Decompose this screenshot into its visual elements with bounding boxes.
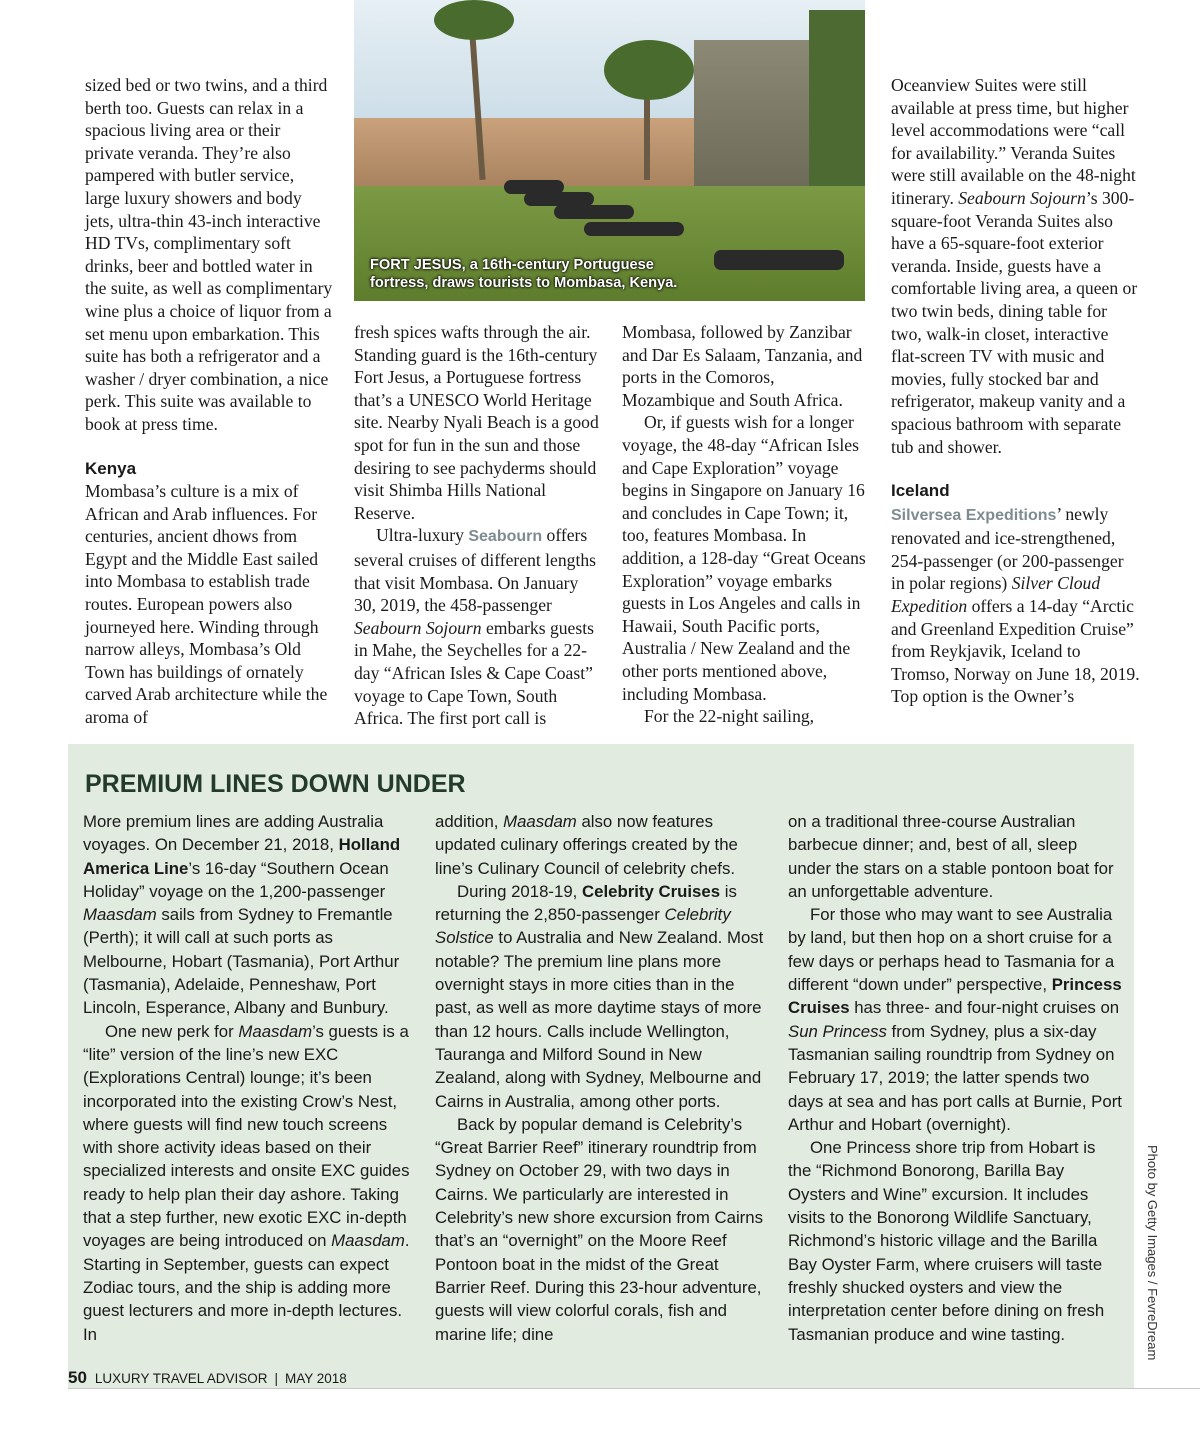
footer-rule [68,1388,1200,1389]
paragraph [435,880,767,1113]
page-number: 50 [68,1368,87,1387]
paragraph: For the 22-night sailing, [644,706,815,727]
paragraph: One Princess shore trip from Hobart is the “Richmond Bonorong, Barilla Bay Oysters and Wine” excursion. It includes visits to the Bonorong Wildlife Sanctuary, Richmond’s historic village and the Barilla Bay Oyster Farm, where cruisers will taste freshly shucked oysters and view the interpretation center before dining on fresh Tasmanian produce and wine tasting. [788,1138,1105,1344]
sidebar-title: PREMIUM LINES DOWN UNDER [85,770,466,798]
paragraph: Or, if guests wish for a longer voyage, the 48-day “African Isles and Cape Exploration” voyage begins in Singapore on January 16 and concludes in Cape Town; it, too, features Mombasa. In addition, a 128-day “Great Oceans Exploration” voyage embarks guests in Los Angeles and calls in Hawaii, South Pacific ports, Australia / New Zealand and the other ports mentioned above, including Mombasa. [622,412,866,704]
paragraph [83,1020,413,1346]
brand-silversea: Silversea Expeditions [891,506,1057,524]
text: has three- and four-night cruises on [849,998,1120,1018]
brand-seabourn: Seabourn [468,528,543,546]
article-column-3 [622,321,870,728]
ship-name: Celebrity Solstice [435,905,731,948]
paragraph: fresh spices wafts through the air. Standing guard is the 16th-century Fort Jesus, a Portuguese fortress that’s a UNESCO World Heritage site. Nearby Nyali Beach is a good spot for fun in the sun and those desiring to see pachyderms should visit Shimba Hills National Reserve. [354,322,599,523]
photo-caption [370,256,677,292]
photo-fort-tower [694,40,814,190]
text: sails from Sydney to Fremantle (Perth); it will call at such ports as Melbourne, Hobart (Tasmania), Port Arthur (Tasmania), Adelaide, Penneshaw, Port Lincoln, Esperance, Albany and Bunbury. [83,905,400,1018]
sidebar-column-1 [83,810,413,1346]
paragraph [83,810,413,1020]
photo-palm-fronds [434,0,514,40]
text: ’ newly renovated and ice-strengthened, 254-passenger (or 200-passenger in polar regions) [891,503,1124,594]
text: ’s guests is a “lite” version of the line’s new EXC (Explorations Central) lounge; it’s been incorporated into the existing Crow’s Nest, where guests will find new touch screens with shore activity ideas based on their specialized interests and onsite EXC guides ready to help plan their day ashore. Taking that a step further, new exotic EXC in-depth voyages are being introduced on [83,1021,410,1251]
paragraph: on a traditional three-course Australian barbecue dinner; and, best of all, sleep under the stars on a stable pontoon boat for an unforgettable adventure. [788,812,1114,901]
sidebar-column-2 [435,810,767,1346]
paragraph [354,524,602,729]
caption-line-1: FORT JESUS, a 16th-century Portuguese [370,257,654,273]
brand-holland-america: Holland America Line [83,835,401,878]
text: to Australia and New Zealand. Most notable? The premium line plans more overnight stays in more cities than in the past, as well as more daytime stays of more than 12 hours. Calls include Wellington, Tauranga and Milford Sound in New Zealand, along with Sydney, Melbourne and Cairns in Australia, among other ports. [435,928,764,1111]
paragraph: Mombasa’s culture is a mix of African and Arab influences. For centuries, ancient dhows from Egypt and the Middle East sailed into Mombasa to establish trade routes. European powers also journeyed here. Winding through narrow alleys, Mombasa’s Old Town has buildings of ornately carved Arab architecture while the aroma of [85,481,328,728]
sidebar-premium-lines [68,744,1134,1388]
photo-cannon [524,192,594,206]
article-column-4 [891,74,1141,708]
paragraph [891,503,1141,708]
photo-credit [1144,1145,1164,1361]
text: . Starting in September, guests can expect Zodiac tours, and the ship is adding more guest lecturers and more in-depth lectures. In [83,1231,410,1344]
ship-name: Maasdam [238,1021,313,1041]
paragraph [435,810,767,880]
caption-line-2: fortress, draws tourists to Mombasa, Kenya. [370,275,678,291]
article-column-2 [354,321,602,730]
text: Oceanview Suites were still available at press time, but higher level accommodations were “call for availability.” Veranda Suites were still available on the 48-night itinerary. [891,75,1136,208]
text: For those who may want to see Australia by land, but then hop on a short cruise for a few days or perhaps head to Tasmania for a different “down under” perspective, [788,905,1115,995]
text: More premium lines are adding Australia voyages. On December 21, 2018, [83,812,384,855]
text: from Sydney, plus a six-day Tasmanian sailing roundtrip from Sydney on February 17, 2019; the latter spends two days at sea and has port calls at Burnie, Port Arthur and Hobart (overnight). [788,1021,1122,1134]
fort-jesus-photo [354,0,865,301]
photo-palm-fronds [604,40,694,100]
photo-tree [809,10,865,210]
publication-name: LUXURY TRAVEL ADVISOR [94,1371,268,1386]
ship-name: Silver Cloud Expedition [891,573,1101,617]
text: offers a 14-day “Arctic and Greenland Expedition Cruise” from Reykjavik, Iceland to Tromso, Norway on June 18, 2019. Top option is the Owner’s [891,596,1140,707]
brand-princess-cruises: Princess Cruises [788,975,1122,1018]
issue-date: MAY 2018 [285,1371,347,1386]
ship-name: Seabourn Sojourn [354,617,482,638]
photo-cannon [584,222,684,236]
paragraph: sized bed or two twins, and a third berth too. Guests can relax in a spacious living area or their private veranda. They’re also pampered with butler service, large luxury showers and body jets, ultra-thin 43-inch interactive HD TVs, complimentary soft drinks, beer and bottled water in the suite, as well as complimentary wine plus a choice of liquor from a set menu upon embarkation. This suite has both a refrigerator and a washer / dryer combination, a nice perk. This suite was available to book at press time. [85,75,333,434]
photo-cannon [554,205,634,219]
text: is returning the 2,850-passenger [435,881,737,925]
ship-name: Maasdam [83,905,157,925]
text: ’s 16-day “Southern Ocean Holiday” voyage on the 1,200-passenger [83,858,389,901]
text: offers several cruises of different lengths that visit Mombasa. On January 30, 2019, the 458-passenger [354,525,596,616]
text: addition, [435,812,504,831]
ship-name: Maasdam [503,812,577,831]
sidebar-column-3 [788,810,1123,1346]
ship-name: Sun Princess [788,1021,887,1041]
paragraph: Back by popular demand is Celebrity’s “Great Barrier Reef” itinerary roundtrip from Sydney on October 29, with two days in Cairns. We particularly are interested in Celebrity’s new shore excursion from Cairns that’s an “overnight” on the Moore Reef Pontoon boat in the midst of the Great Barrier Reef. During this 23-hour adventure, guests will view colorful corals, fish and marine life; dine [435,1114,763,1344]
paragraph [891,74,1141,458]
paragraph [788,903,1123,1136]
text: One new perk for [105,1021,239,1041]
photo-credit-text: Photo by Getty Images / FevreDream [1145,1145,1160,1361]
ship-name: Seabourn Sojourn [958,187,1086,208]
text: ’s 300-square-foot Veranda Suites also have a 65-square-foot exterior veranda. Inside, guests have a comfortable living area, a queen or two twin beds, dining table for two, walk-in closet, interactive flat-screen TV with music and movies, fully stocked bar and refrigerator, makeup vanity and a spacious bathroom with separate tub and shower. [891,187,1138,457]
text: During 2018-19, [457,881,583,901]
text: embarks guests in Mahe, the Seychelles for a 22-day “African Isles & Cape Coast” voyage to Cape Town, South Africa. The first port call is [354,617,594,729]
paragraph: Mombasa, followed by Zanzibar and Dar Es Salaam, Tanzania, and ports in the Comoros, Mozambique and South Africa. [622,322,863,410]
photo-cannon [714,250,844,270]
ship-name: Maasdam [331,1231,405,1251]
page-footer [68,1368,347,1388]
section-heading-kenya: Kenya [85,458,137,478]
brand-celebrity-cruises: Celebrity Cruises [582,881,721,901]
article-column-1 [85,74,333,729]
text: Ultra-luxury [376,525,469,546]
footer-separator: | [274,1371,279,1386]
text: also now features updated culinary offerings created by the line’s Culinary Council of celebrity chefs. [435,812,738,878]
section-heading-iceland: Iceland [891,481,950,501]
